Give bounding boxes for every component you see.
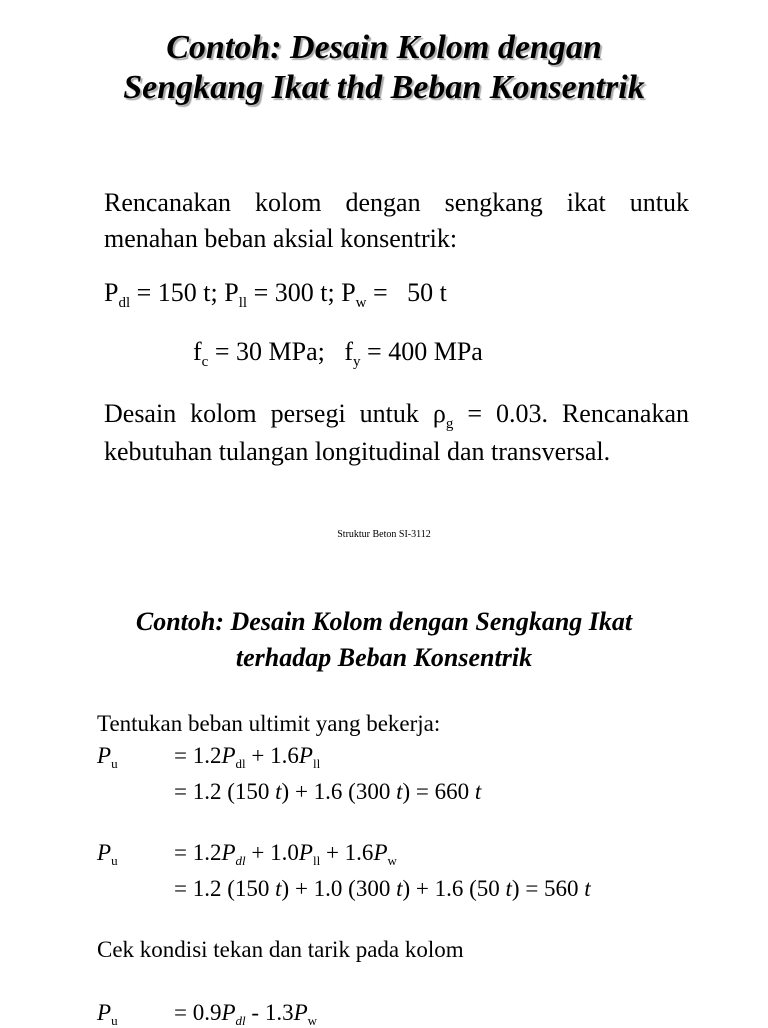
slide1-title — [0, 28, 768, 108]
u-subscript: u — [111, 756, 118, 771]
w-subscript: w — [307, 1013, 318, 1028]
materials-line — [193, 337, 483, 370]
p-symbol: P — [298, 743, 313, 768]
c-subscript: c — [201, 354, 209, 370]
equation-1-result: = 1.2 (150 t) + 1.6 (300 t) = 660 t — [174, 779, 482, 804]
p-symbol: P — [104, 278, 119, 307]
dl-value: = 150 t; — [130, 278, 225, 307]
ll-subscript: ll — [312, 756, 321, 771]
eq1-coef-b: + 1.6 — [245, 743, 299, 768]
dl-subscript: dl — [235, 1013, 246, 1028]
eq2-coef-c: + 1.6 — [320, 840, 374, 865]
pu-symbol: P — [97, 743, 112, 768]
fy-value: = 400 MPa — [360, 337, 483, 366]
equation-2-result: = 1.2 (150 t) + 1.0 (300 t) + 1.6 (50 t) = 560 t — [174, 876, 591, 901]
ll-value: = 300 t; — [247, 278, 342, 307]
rho-symbol: ρ — [432, 399, 446, 428]
dl-subscript: dl — [235, 853, 246, 868]
determine-text: Tentukan beban ultimit yang bekerja: — [97, 711, 441, 736]
slide1-intro: Rencanakan kolom dengan sengkang ikat untuk menahan beban aksial konsentrik: — [104, 188, 689, 253]
design-pre: Desain kolom persegi untuk — [104, 399, 433, 428]
loads-line — [104, 278, 447, 311]
eq2-coef-a: = 1.2 — [174, 840, 222, 865]
f-symbol: f — [344, 337, 354, 366]
slide-footer: Struktur Beton SI-3112 — [337, 529, 431, 540]
eq2-coef-b: + 1.0 — [245, 840, 299, 865]
p-symbol: P — [221, 743, 236, 768]
u-subscript: u — [111, 1013, 118, 1028]
p-symbol: P — [221, 840, 236, 865]
p-symbol: P — [224, 278, 239, 307]
dl-subscript: dl — [235, 756, 246, 771]
p-symbol: P — [373, 840, 388, 865]
slide2-title-line2: terhadap Beban Konsentrik — [235, 643, 533, 672]
g-subscript: g — [445, 416, 454, 432]
eq3-coef-a: = 0.9 — [174, 1000, 222, 1025]
slide2-title — [0, 604, 768, 676]
slide2-title-line1: Contoh: Desain Kolom dengan Sengkang Ikat — [135, 607, 633, 636]
dl-subscript: dl — [118, 295, 131, 311]
check-text: Cek kondisi tekan dan tarik pada kolom — [97, 937, 464, 962]
eq3-coef-b: - 1.3 — [245, 1000, 294, 1025]
u-subscript: u — [111, 853, 118, 868]
w-subscript: w — [355, 295, 367, 311]
ll-subscript: ll — [312, 853, 321, 868]
pu-symbol: P — [97, 1000, 112, 1025]
pu-symbol: P — [97, 840, 112, 865]
fc-value: = 30 MPa; — [208, 337, 345, 366]
p-symbol: P — [298, 840, 313, 865]
slide1-title-line2: Sengkang Ikat thd Beban Konsentrik — [123, 69, 645, 106]
p-symbol: P — [293, 1000, 308, 1025]
design-paragraph — [104, 395, 689, 471]
w-subscript: w — [387, 853, 397, 868]
slide1-title-line1: Contoh: Desain Kolom dengan — [166, 29, 602, 66]
p-symbol: P — [341, 278, 356, 307]
f-symbol: f — [193, 337, 202, 366]
ll-subscript: ll — [238, 295, 248, 311]
y-subscript: y — [353, 354, 361, 370]
eq1-coef-a: = 1.2 — [174, 743, 222, 768]
w-value: = 50 t — [366, 278, 447, 307]
p-symbol: P — [221, 1000, 236, 1025]
design-post: = 0.03. Rencanakan kebutuhan tulangan longitudinal dan transversal. — [104, 399, 689, 466]
